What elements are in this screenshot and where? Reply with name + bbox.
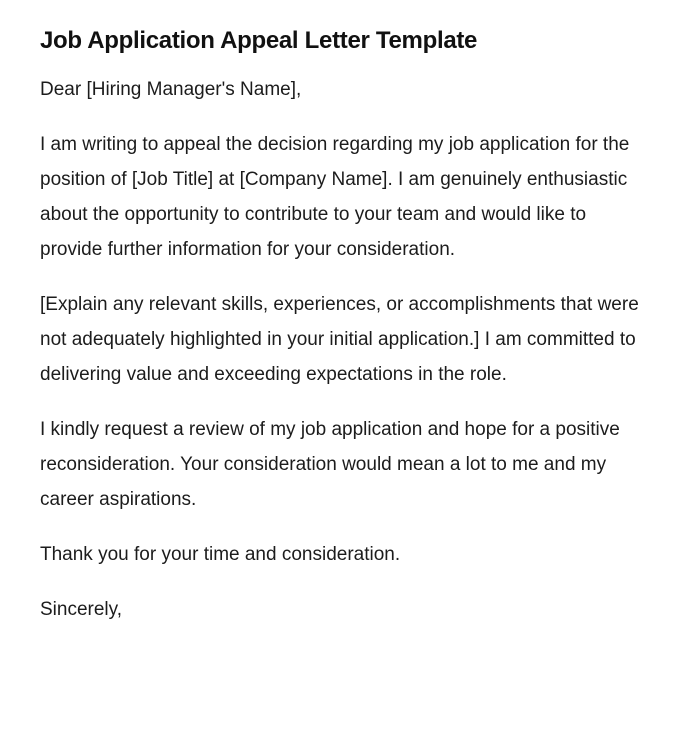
paragraph-thanks: Thank you for your time and consideration.	[40, 544, 401, 565]
paragraph-intro: I am writing to appeal the decision regarding my job application for the position of [Job Title] at [Company Name]. I am genuinely enthusiastic about the opportunity to contribute to your team and would like to provide further information for your consideration.	[40, 134, 630, 260]
paragraph-skills: [Explain any relevant skills, experiences, or accomplishments that were not adequately highlighted in your initial application.] I am committed to delivering value and exceeding expectations in the role.	[40, 294, 639, 385]
salutation: Dear [Hiring Manager's Name],	[40, 79, 302, 100]
letter-document	[40, 24, 650, 647]
paragraph-request: I kindly request a review of my job application and hope for a positive reconsideration. Your consideration would mean a lot to me and my career aspirations.	[40, 419, 620, 510]
closing: Sincerely,	[40, 599, 123, 620]
page-title: Job Application Appeal Letter Template	[40, 27, 478, 54]
